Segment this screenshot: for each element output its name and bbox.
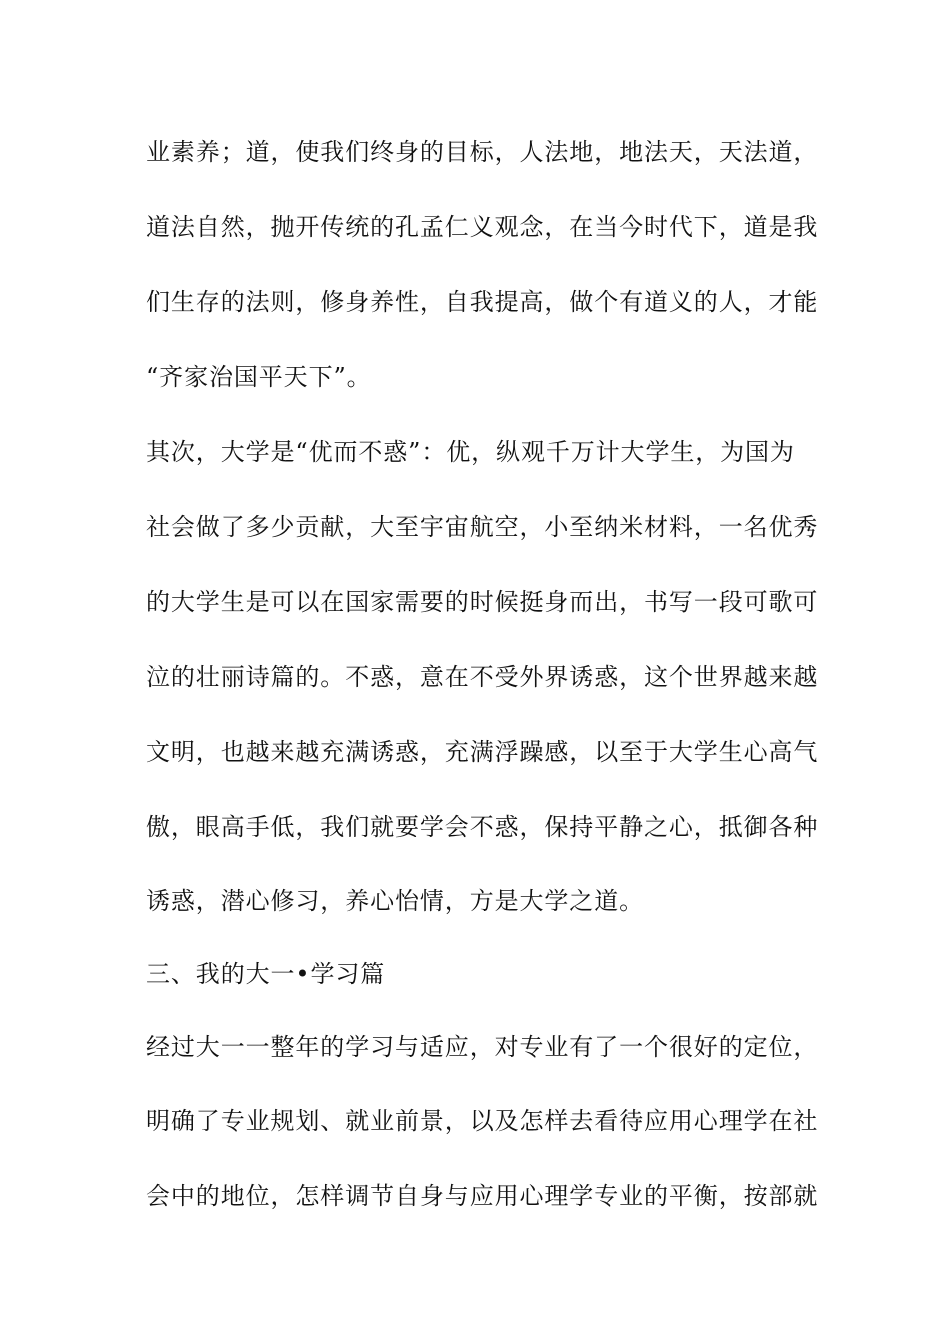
text-line: 诱惑，潜心修习，养心怡情，方是大学之道。	[146, 887, 644, 915]
text-line: 泣的壮丽诗篇的。不惑，意在不受外界诱惑，这个世界越来越	[146, 663, 819, 691]
text-line: 的大学生是可以在国家需要的时候挺身而出，书写一段可歌可	[146, 588, 819, 616]
text-line: 傲，眼高手低，我们就要学会不惑，保持平静之心，抵御各种	[146, 813, 819, 841]
text-line: 其次，大学是“优而不惑”：优，纵观千万计大学生，为国为	[146, 438, 795, 466]
text-line: 业素养；道，使我们终身的目标，人法地，地法天，天法道，	[146, 138, 819, 166]
text-line: 社会做了多少贡献，大至宇宙航空，小至纳米材料，一名优秀	[146, 513, 819, 541]
text-line: “齐家治国平天下”。	[146, 363, 372, 391]
text-line: 会中的地位，怎样调节自身与应用心理学专业的平衡，按部就	[146, 1182, 819, 1210]
text-line: 文明，也越来越充满诱惑，充满浮躁感，以至于大学生心高气	[146, 738, 819, 766]
text-line: 经过大一一整年的学习与适应，对专业有了一个很好的定位，	[146, 1033, 819, 1061]
text-line: 明确了专业规划、就业前景，以及怎样去看待应用心理学在社	[146, 1107, 819, 1135]
text-line: 们生存的法则，修身养性，自我提高，做个有道义的人，才能	[146, 288, 819, 316]
section-heading: 三、我的大一•学习篇	[146, 960, 386, 988]
text-line: 道法自然，抛开传统的孔孟仁义观念，在当今时代下，道是我	[146, 213, 819, 241]
